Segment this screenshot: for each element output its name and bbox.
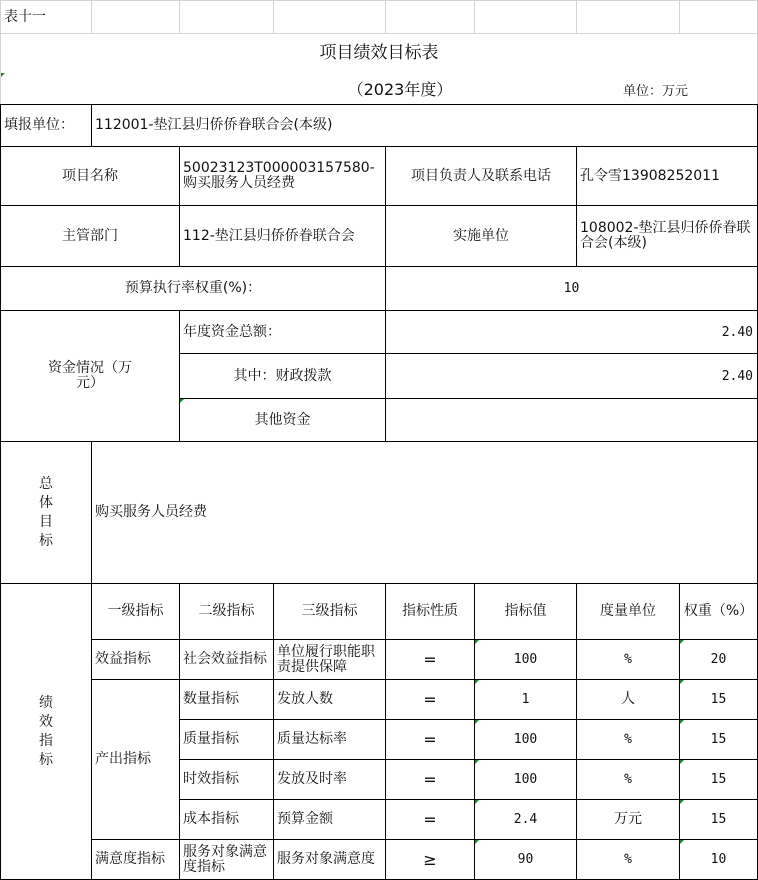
reporting-unit-label: 填报单位： (4, 117, 74, 133)
row-value: 100 (513, 652, 538, 667)
row-nature: = (423, 770, 437, 789)
dept-label: 主管部门 (62, 227, 118, 244)
header-level1: 一级指标 (107, 603, 164, 619)
funds-total-label: 年度资金总额： (183, 323, 281, 340)
row-level2: 数量指标 (183, 691, 239, 707)
row-nature: = (423, 690, 437, 709)
overall-goal-value: 购买服务人员经费 (95, 504, 207, 520)
budget-weight-label: 预算执行率权重(%)： (124, 280, 262, 296)
project-name-value: 50023123T000003157580-购买服务人员经费 (183, 160, 375, 191)
row-level3: 质量达标率 (277, 731, 347, 747)
row-weight: 15 (710, 692, 727, 707)
row-level3: 服务对象满意度 (277, 851, 375, 867)
funds-label: 资金情况（万元） (48, 360, 132, 391)
row-level3: 发放人数 (277, 691, 333, 707)
year-label: （2023年度） (347, 79, 453, 99)
sheet-label: 表十一 (4, 8, 46, 25)
impl-label: 实施单位 (453, 227, 509, 244)
row-weight: 15 (710, 812, 727, 827)
row-value: 1 (521, 692, 530, 707)
header-unit: 度量单位 (600, 603, 656, 619)
funds-fiscal-label: 其中：财政拨款 (233, 367, 332, 384)
row-weight: 15 (710, 732, 727, 747)
row-unit: 万元 (614, 811, 642, 827)
row-level3: 发放及时率 (277, 771, 347, 787)
row-nature: = (423, 650, 437, 669)
impl-value: 108002-垫江县归侨侨眷联合会(本级) (580, 220, 751, 251)
dept-value: 112-垫江县归侨侨眷联合会 (183, 227, 355, 244)
row-nature: ≥ (423, 850, 437, 869)
row-unit: % (624, 732, 632, 747)
row-unit: % (624, 852, 632, 867)
budget-weight-value: 10 (563, 281, 580, 296)
unit-label: 单位：万元 (623, 83, 689, 99)
row-value: 90 (517, 852, 534, 867)
header-level2: 二级指标 (198, 603, 255, 619)
project-owner-label: 项目负责人及联系电话 (411, 167, 551, 184)
row-unit: 人 (621, 691, 635, 707)
row-unit: % (624, 772, 632, 787)
group-benefit: 效益指标 (95, 651, 151, 667)
group-satisfaction: 满意度指标 (95, 851, 165, 867)
project-name-label: 项目名称 (62, 167, 118, 184)
row-level2: 社会效益指标 (183, 651, 267, 667)
row-unit: % (624, 652, 632, 667)
row-level2: 质量指标 (183, 731, 239, 747)
overall-goal-label: 总 体 目 标 (39, 475, 53, 549)
row-level2: 服务对象满意度指标 (183, 843, 267, 875)
page-title: 项目绩效目标表 (319, 42, 439, 63)
header-nature: 指标性质 (402, 603, 458, 619)
row-nature: = (423, 810, 437, 829)
row-level2: 时效指标 (183, 771, 239, 787)
row-nature: = (423, 730, 437, 749)
row-weight: 10 (710, 852, 727, 867)
row-value: 100 (513, 732, 538, 747)
funds-other-value (386, 399, 757, 441)
row-value: 100 (513, 772, 538, 787)
performance-indicators-label: 绩 效 指 标 (39, 694, 53, 768)
group-output: 产出指标 (95, 751, 151, 767)
row-value: 2.4 (513, 812, 538, 827)
project-owner-value: 孔令雪13908252011 (580, 167, 720, 184)
row-level2: 成本指标 (183, 811, 239, 827)
row-level3: 单位履行职能职责提供保障 (277, 643, 375, 675)
reporting-unit-value: 112001-垫江县归侨侨眷联合会(本级) (95, 117, 333, 133)
funds-fiscal-value: 2.40 (721, 368, 753, 384)
header-value: 指标值 (504, 603, 547, 619)
header-weight: 权重（%） (683, 603, 754, 619)
row-weight: 20 (710, 652, 727, 667)
row-weight: 15 (710, 772, 727, 787)
funds-other-label: 其他资金 (254, 411, 311, 428)
funds-total-value: 2.40 (721, 324, 753, 340)
header-level3: 三级指标 (301, 603, 358, 619)
row-level3: 预算金额 (277, 811, 333, 827)
